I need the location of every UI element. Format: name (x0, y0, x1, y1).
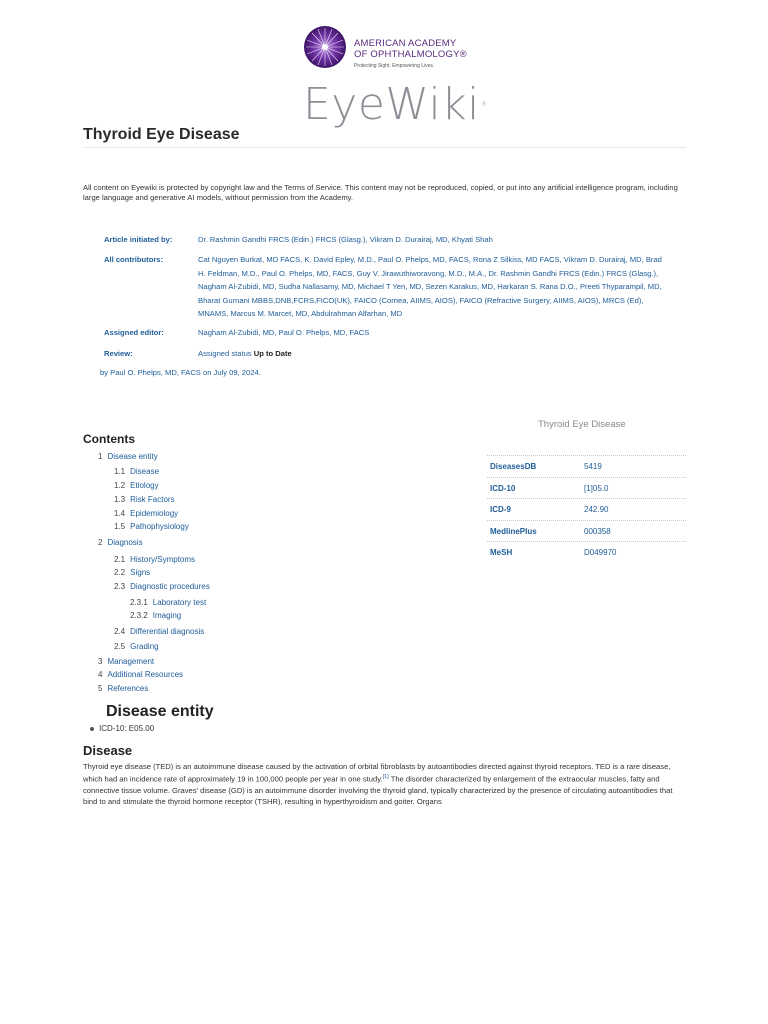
toc-num: 2.3 (114, 582, 126, 591)
contributors-list[interactable]: Cat Nguyen Burkat, MD FACS, K. David Epley, M.D., Paul O. Phelps, MD, FACS, Rona Z Silkiss, MD FACS, Vikram D. Durairaj, MD, Brad H. Feldman, M.D., Paul O. Phelps, MD, FACS, Guy V. Jirawuthiworavong, M.D., M.A., Dr. Rashmin Gandhi FRCS (Edin.) FRCS (Glasg.), Nagham Al-Zubidi, MD, Sudha Nallasamy, MD, Michael T Yen, MD, Sezen Karakus, MD, Harkaran S. Rana D.O., Preeti Thyparampil, MD, Bharat Gurnani MBBS,DNB,FCRS,FICO(UK), FAICO (Cornea, AIIMS, AIOS), FAICO (Refractive Surgery, AIIMS, AIOS), MRCS (Ed), MNAMS, Marcus M. Marcet, MD, Abdulrahman Alfarhan, MD (198, 255, 662, 318)
toc-item[interactable] (114, 467, 159, 476)
toc-label: Disease (130, 467, 160, 476)
toc-item[interactable] (98, 538, 143, 547)
org-name-line2: OF OPHTHALMOLOGY® (354, 49, 467, 60)
toc-label: Imaging (152, 611, 182, 620)
toc-item[interactable] (114, 627, 204, 636)
paragraph-text: Thyroid eye disease (TED) is an autoimmune disease caused by the activation of orbital fibroblasts by autoantibodies directed against thyroid receptors. TED is a rare disease, which had an incidence rate of approximately 19 in 100,000 people per year in one study. (83, 762, 671, 784)
infobox-value[interactable]: D049970 (584, 548, 617, 557)
toc-label: Pathophysiology (130, 522, 189, 531)
disease-paragraph (83, 761, 687, 807)
toc-num: 1.1 (114, 467, 126, 476)
toc-item[interactable] (114, 642, 159, 651)
reference-link[interactable]: [1] (382, 774, 389, 780)
review-status-value: Up to Date (253, 349, 292, 358)
paragraph-text-continued: The disorder characterized by enlargement of the extraocular muscles, fatty and connective tissue volume. Graves' disease (GD) is an autoimmune disorder involving the thyroid gland, typically characterized by the presence of circulating autoantibodies that bind to and stimulate the thyroid hormone receptor (TSHR), resulting in hyperthyroidism and goiter. Organs (83, 774, 673, 806)
title-divider (83, 147, 686, 148)
infobox-value[interactable]: [1]05.0 (584, 483, 609, 493)
section-heading-disease-entity: Disease entity (106, 703, 214, 720)
page-title: Thyroid Eye Disease (83, 126, 240, 143)
infobox-value[interactable]: 000358 (584, 526, 611, 536)
wordmark-text: EyeWiki (303, 79, 480, 130)
infobox-row (487, 520, 686, 542)
copyright-notice: All content on Eyewiki is protected by copyright law and the Terms of Service. This content may not be reproduced, copied, or put into any artificial intelligence program, including large language and generative AI models, without permission from the Academy. (83, 183, 678, 202)
toc-label: History/Symptoms (130, 555, 196, 564)
aao-starburst-icon (303, 25, 347, 69)
org-tagline: Protecting Sight. Empowering Lives. (354, 63, 435, 69)
bullet-icon (90, 727, 94, 731)
toc-label: Diagnostic procedures (130, 582, 210, 591)
toc-num: 1.2 (114, 481, 126, 490)
toc-num: 2.1 (114, 555, 126, 564)
toc-item[interactable] (130, 598, 206, 607)
registered-mark: ® (480, 101, 488, 108)
toc-label: Grading (130, 642, 159, 651)
infobox-key[interactable]: ICD-10 (490, 483, 516, 493)
toc-item[interactable] (114, 568, 150, 577)
toc-label: Disease entity (107, 452, 158, 461)
infobox-row (487, 455, 686, 477)
review-prefix: Assigned status (198, 349, 252, 358)
toc-item[interactable] (98, 684, 148, 693)
review-byline[interactable]: by Paul O. Phelps, MD, FACS on July 09, 2024. (100, 368, 261, 377)
toc-item[interactable] (114, 509, 178, 518)
toc-item[interactable] (114, 522, 189, 531)
toc-num: 2 (98, 538, 103, 547)
infobox-value[interactable]: 5419 (584, 462, 602, 471)
infobox-title: Thyroid Eye Disease (538, 419, 626, 430)
toc-num: 1.5 (114, 522, 126, 531)
eyewiki-wordmark[interactable] (303, 80, 487, 130)
toc-num: 2.5 (114, 642, 126, 651)
toc-num: 2.3.1 (130, 598, 148, 607)
initiated-authors[interactable]: Dr. Rashmin Gandhi FRCS (Edin.) FRCS (Glasg.), Vikram D. Durairaj, MD, Khyati Shah (198, 235, 493, 244)
aao-logo[interactable] (303, 25, 483, 75)
toc-label: Epidemiology (130, 509, 179, 518)
infobox-row (487, 477, 686, 499)
toc-label: Signs (130, 568, 151, 577)
infobox-row (487, 498, 686, 520)
infobox-table (487, 455, 686, 563)
toc-label: Additional Resources (107, 670, 184, 679)
toc-item[interactable] (130, 611, 181, 620)
infobox-key[interactable]: MeSH (490, 548, 513, 557)
editor-names[interactable]: Nagham Al-Zubidi, MD, Paul O. Phelps, MD, FACS (198, 328, 370, 337)
infobox-key[interactable]: DiseasesDB (490, 462, 537, 471)
toc-label: Diagnosis (107, 538, 143, 547)
toc-item[interactable] (98, 452, 158, 461)
org-name (354, 38, 467, 60)
toc-num: 2.2 (114, 568, 126, 577)
editor-label: Assigned editor: (104, 328, 164, 337)
toc-label: References (107, 684, 149, 693)
toc-num: 2.4 (114, 627, 126, 636)
toc-num: 1 (98, 452, 103, 461)
toc-item[interactable] (114, 481, 159, 490)
toc-item[interactable] (114, 555, 195, 564)
toc-item[interactable] (98, 657, 154, 666)
toc-heading: Contents (83, 432, 135, 446)
toc-num: 3 (98, 657, 103, 666)
subsection-heading-disease: Disease (83, 743, 133, 758)
contributors-label: All contributors: (104, 255, 164, 264)
toc-label: Laboratory test (152, 598, 207, 607)
icd-code-text: ICD-10: E05.00 (99, 724, 155, 733)
org-name-line1: AMERICAN ACADEMY (354, 38, 457, 49)
toc-num: 2.3.2 (130, 611, 148, 620)
infobox-value[interactable]: 242.90 (584, 505, 609, 514)
initiated-label: Article initiated by: (104, 235, 173, 244)
toc-num: 5 (98, 684, 103, 693)
toc-label: Etiology (130, 481, 159, 490)
infobox-key[interactable]: ICD-9 (490, 505, 511, 514)
toc-num: 1.3 (114, 495, 126, 504)
toc-num: 1.4 (114, 509, 126, 518)
toc-item[interactable] (114, 495, 175, 504)
infobox-key[interactable]: MedlinePlus (490, 526, 537, 536)
toc-label: Management (107, 657, 155, 666)
toc-label: Differential diagnosis (130, 627, 205, 636)
infobox-row (487, 541, 686, 563)
review-status (198, 347, 666, 361)
toc-num: 4 (98, 670, 103, 679)
toc-item[interactable] (114, 582, 210, 591)
toc-label: Risk Factors (130, 495, 175, 504)
icd-list-item (90, 724, 154, 733)
toc-item[interactable] (98, 670, 183, 679)
review-label: Review: (104, 349, 133, 358)
